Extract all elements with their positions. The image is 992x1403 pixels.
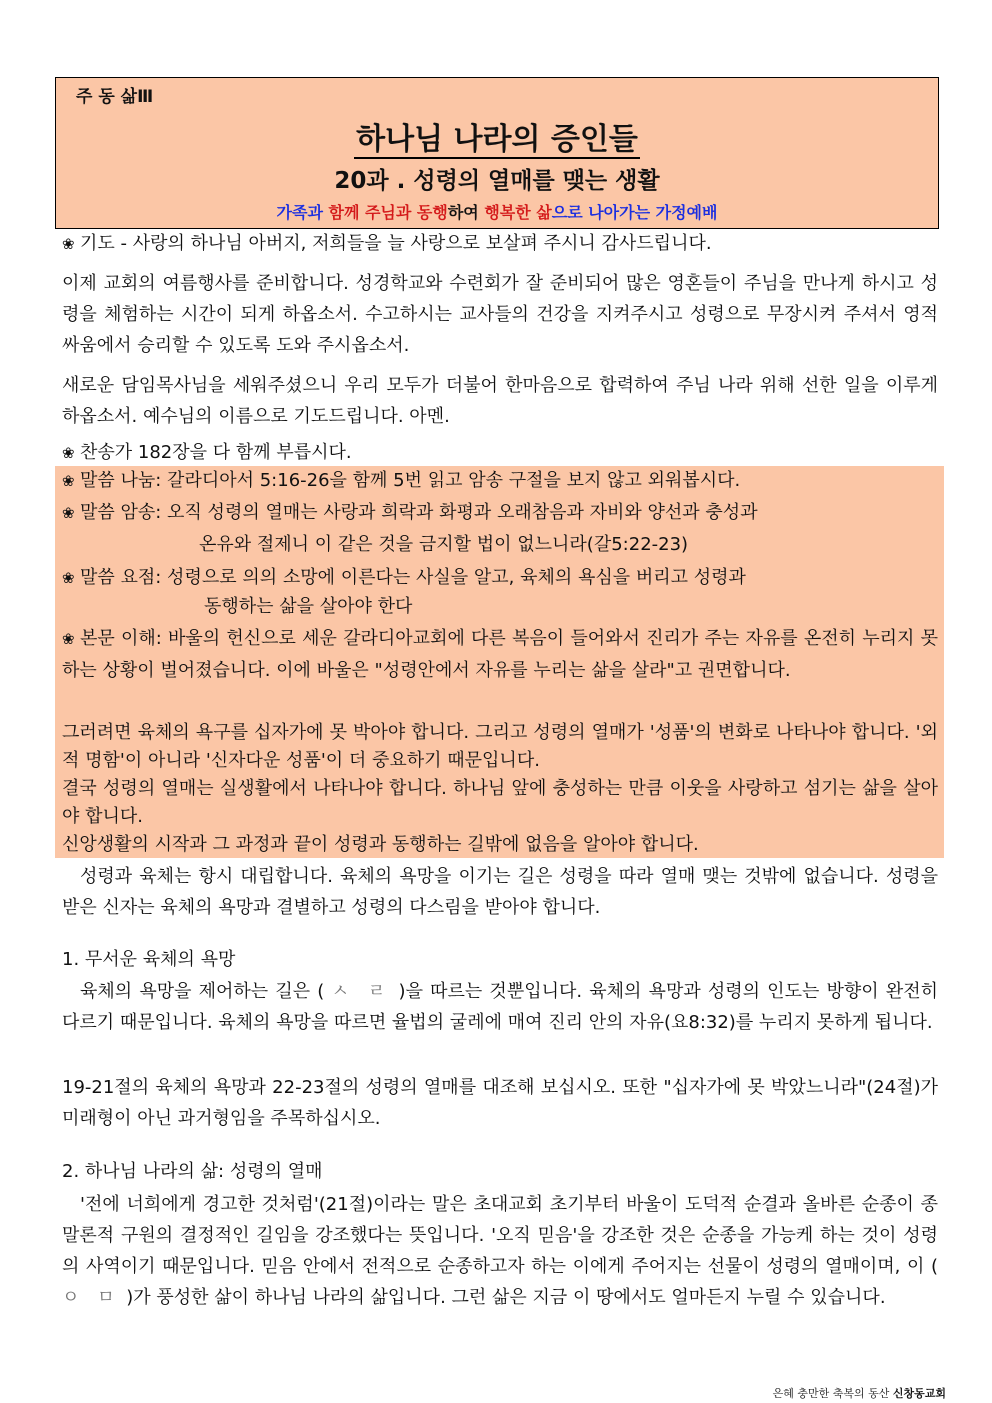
hymn-line: ❀ 찬송가 182장을 다 함께 부릅시다. (62, 438, 938, 468)
section1-paragraph: 육체의 욕망을 제어하는 길은 ( ㅅ ㄹ )을 따르는 것뿐입니다. 육체의 욕망과 성령의 인도는 방향이 완전히 다르기 때문입니다. 육체의 욕망을 따르면 율법의 굴레에 매여 진리 안의 자유(요8:32)를 누리지 못하게 됩니다. (62, 981, 938, 1033)
flower-icon: ❀ (62, 235, 75, 253)
word-summary: ❀ 말씀 요점: 성령으로 의의 소망에 이른다는 사실을 알고, 육체의 욕심을 버리고 성령과 (62, 563, 938, 593)
section-heading: 2. 하나님 나라의 삶: 성령의 열매 (62, 1161, 323, 1182)
motto-part: 하여 (447, 203, 485, 222)
lesson-title: 20과 . 성령의 열매를 맺는 생활 (334, 168, 660, 194)
word-paragraph: 결국 성령의 열매는 실생활에서 나타나야 합니다. 하나님 앞에 충성하는 만큼 이웃을 사랑하고 섬기는 삶을 살아야 합니다. (62, 778, 938, 827)
section2-paragraph: '전에 너희에게 경고한 것처럼'(21절)이라는 말은 초대교회 초기부터 바울이 도덕적 순결과 올바른 순종이 종말론적 구원의 결정적인 길임을 강조했다는 뜻입니다. '오직 믿음'을 강조한 것은 순종을 가능케 하는 것이 성령의 사역이기 때문입니다. 믿음 안에서 전적으로 순종하고자 하는 이에게 주어지는 선물이 성령의 열매이며, 이 ( ㅇ ㅁ )가 풍성한 삶이 하나님 나라의 삶입니다. 그런 삶은 지금 이 땅에서도 얼마든지 누릴 수 있습니다. (62, 1194, 938, 1308)
fill-blank: ㅅ ㄹ (331, 981, 392, 1002)
motto-part: 가정예배 (655, 203, 718, 222)
footer-text: 은혜 충만한 축복의 동산 (772, 1387, 890, 1400)
motto-part: 으로 나아가는 (551, 203, 656, 222)
series-label: 주 동 삶Ⅲ (76, 87, 154, 107)
word-summary-cont: 동행하는 삶을 살아야 한다 (204, 596, 413, 617)
motto-part: 동행 (416, 203, 448, 222)
flower-icon: ❀ (62, 472, 75, 490)
word-sharing: ❀ 말씀 나눔: 갈라디아서 5:16-26을 함께 5번 읽고 암송 구절을 보지 않고 외워봅시다. (62, 466, 938, 496)
flower-icon: ❀ (62, 630, 75, 648)
section1-paragraph: 19-21절의 육체의 욕망과 22-23절의 성령의 열매를 대조해 보십시오. 또한 "십자가에 못 박았느니라"(24절)가 미래형이 아닌 과거형임을 주목하십시오. (62, 1077, 938, 1129)
motto-part: 행복한 삶 (484, 203, 552, 222)
church-name: 신창동교회 (892, 1387, 946, 1400)
motto-part: 함께 (328, 203, 365, 222)
word-memory: ❀ 말씀 암송: 오직 성령의 열매는 사랑과 희락과 화평과 오래참음과 자비와 양선과 충성과 (62, 498, 938, 528)
flower-icon: ❀ (62, 569, 75, 587)
flower-icon: ❀ (62, 444, 75, 462)
motto-part: 주님과 (364, 203, 417, 222)
word-paragraph: 그러려면 육체의 욕구를 십자가에 못 박아야 합니다. 그리고 성령의 열매가 '성품'의 변화로 나타나야 합니다. '외적 명함'이 아니라 '신자다운 성품'이 더 중요하기 때문입니다. (62, 722, 938, 771)
prayer-paragraph: 이제 교회의 여름행사를 준비합니다. 성경학교와 수련회가 잘 준비되어 많은 영혼들이 주님을 만나게 하시고 성령을 체험하는 시간이 되게 하옵소서. 수고하시는 교사들의 건강을 지켜주시고 성령으로 무장시켜 주셔서 영적 싸움에서 승리할 수 있도록 도와 주시옵소서. (62, 273, 938, 356)
section-heading: 1. 무서운 육체의 욕망 (62, 949, 236, 970)
prayer-paragraph: 새로운 담임목사님을 세워주셨으니 우리 모두가 더불어 한마음으로 합력하여 주님 나라 위해 선한 일을 이루게 하옵소서. 예수님의 이름으로 기도드립니다. 아멘. (62, 375, 938, 427)
flower-icon: ❀ (62, 504, 75, 522)
fill-blank: ㅇ ㅁ (62, 1287, 121, 1308)
title-header (55, 77, 939, 229)
word-understanding: ❀ 본문 이해: 바울의 헌신으로 세운 갈라디아교회에 다른 복음이 들어와서 진리가 주는 자유를 온전히 누리지 못하는 상황이 벌어졌습니다. 이에 바울은 "성령안에서 자유를 누리는 삶을 살라"고 권면합니다. (62, 623, 938, 686)
motto (56, 200, 938, 223)
page-title: 하나님 나라의 증인들 (356, 122, 638, 157)
word-memory-cont: 온유와 절제니 이 같은 것을 금지할 법이 없느니라(갈5:22-23) (199, 534, 689, 555)
intro-paragraph: 성령과 육체는 항시 대립합니다. 육체의 욕망을 이기는 길은 성령을 따라 열매 맺는 것밖에 없습니다. 성령을 받은 신자는 육체의 욕망과 결별하고 성령의 다스림을 받아야 합니다. (62, 866, 938, 918)
motto-part: 가족과 (276, 203, 329, 222)
footer (773, 1385, 946, 1401)
word-paragraph: 신앙생활의 시작과 그 과정과 끝이 성령과 동행하는 길밖에 없음을 알아야 합니다. (62, 834, 699, 855)
prayer-line: ❀ 기도 - 사랑의 하나님 아버지, 저희들을 늘 사랑으로 보살펴 주시니 감사드립니다. (62, 229, 938, 259)
